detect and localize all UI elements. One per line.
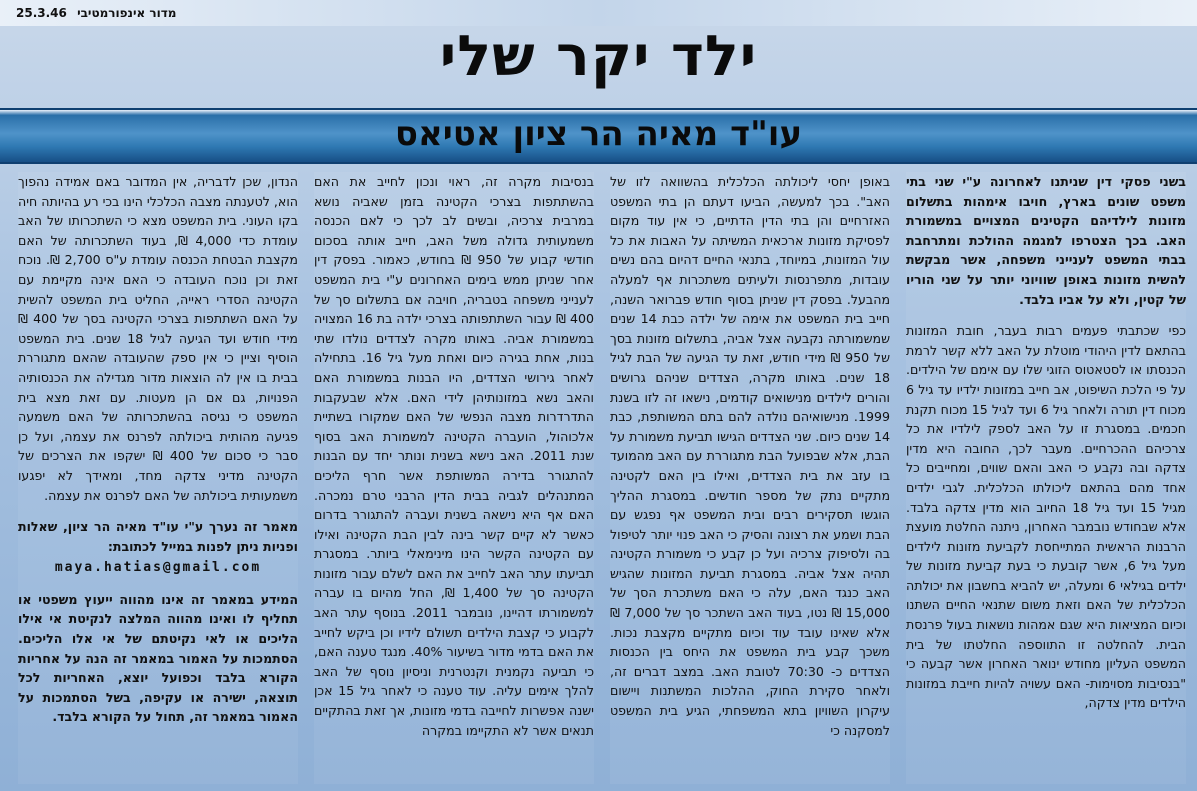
- column-2: [610, 172, 890, 784]
- issue-date: 25.3.46: [16, 6, 67, 20]
- contact-email[interactable]: maya.hatias@gmail.com: [54, 560, 262, 576]
- lead-paragraph: בשני פסקי דין שניתנו לאחרונה ע"י שני בתי משפט שונים בארץ, חויבו אימהות בתשלום מזונות לילדיהם הקטינים המצויים במשמורת האב. בכך הצטרפו למגמה ההולכת ומתרחבת בבתי המשפט לענייני משפחה, אשר מבקשת להשית מזונות באופן שוויוני יותר על שני הוריו של קטין, ולא על אביו בלבד.: [906, 174, 1186, 307]
- column-4: [18, 172, 298, 784]
- section-label: [10, 6, 176, 20]
- top-strip: [0, 0, 1197, 26]
- column-3-body: בנסיבות מקרה זה, ראוי ונכון לחייב את האם בהשתתפות בצרכי הקטינה בזמן שאביה נושא במרבית צרכיה, ובשים לב לכך כי לאם הכנסה משמעותית גדולה משל האב, חייב אותה בסכום חודשי קבוע של 950 ₪ בחודש, כאמור. בפסק דין אחר שניתן ממש בימים האחרונים ע"י בית המשפט לענייני משפחה בטבריה, חויבה אם בתשלום סך של 400 ₪ עבור השתתפותה בצרכי ילדה בת 16 המצויה במשמורת אביה. באותו מקרה לצדדים נולדו שתי בנות, אחת בגירה כיום ואחת מעל גיל 16. בתחילה לאחר גירושי הצדדים, היו הבנות במשמורת האם והאב נשא במזונותיהן לידי האם. אלא שבעקבות התדרדרות מצבה הנפשי של האם שמקורו בשתיית אלכוהול, הועברה הקטינה למשמורת האב בסוף שנת 2011. האב נישא בשנית ונותר יחד עם הבנות להתגורר בדירה המשותפת אשר חרף הליכים המתנהלים לגביה בבית הדין הרבני טרם נמכרה. האם אף היא נישאה בשנית ועברה להתגורר בדרום כאשר לא קיים קשר בינה לבין הבת הקטינה ואילו עם הקטינה הקשר הינו מינימאלי ביותר. במסגרת תביעתו עתר האב לחייב את האם לשלם עבור מזונות הקטינה סך של 1,400 ₪, החל מהיום בו עברה למשמורתו דהיינו, נובמבר 2011. בנוסף עתר האב לקבוע כי קצבת הילדים תשולם לידיו וכן ביקש לחייב את האם בדמי מדור בשיעור 40%. מנגד טענה האם, כי תביעה נקמנית וקנטרנית וניסיון נוסף של האב להלך אימים עליה. עוד טענה כי לאחר גיל 15 אכן ישנה אפשרות לחייבה בדמי מזונות, אך זאת בהתקיים תנאים אשר לא התקיימו במקרה: [314, 174, 594, 738]
- column-1: [906, 172, 1186, 784]
- article-title: ילד יקר שלי: [439, 24, 758, 89]
- column-4-body: הנדון, שכן לדבריה, אין המדובר באם אמידה נהפוך הוא, לטענתה מצבה הכלכלי הינו בכי רע בהיותה חיה בקו העוני. בית המשפט מצא כי השתכרותו של האב עומדת כדי 4,000 ₪, בעוד השתכרותה של האם מקצבת הבטחת הכנסה עומדת ע"ס 2,700 ₪. נוכח זאת וכן נוכח העובדה כי האם אינה מקיימת עם הקטינה הסדרי ראייה, החליט בית המשפט להשית על האם השתתפות בצרכי הקטינה בסך של 400 ₪ מידי חודש ועד הגיעה לגיל 18 שנים. בית המשפט הוסיף וציין כי אין ספק שהעובדה שהאם מתגוררת בבית בו אין לה הוצאות מדור מגדילה את הכנסותיה הפנויות, גם אם הן מעטות. עם זאת מצא בית המשפט כי נגיסה בהשתכרותה של האם משמעה פגיעה מהותית ביכולתה לפרנס את עצמה, ועל כן סבר כי סכום של 400 ₪ ישקפו את הצרכים של הקטינה מדיני צדקה מחד, ומאידך לא יפגעו משמעותית ביכולתה של האם לפרנס את עצמה.: [18, 174, 298, 503]
- article-columns: [10, 172, 1186, 784]
- article-author: עו"ד מאיה הר ציון אטיאס: [394, 114, 803, 154]
- column-1-body: כפי שכתבתי פעמים רבות בעבר, חובת המזונות בהתאם לדין היהודי מוטלת על האב ללא קשר לרמת הכנסתו או לסטאטוס הזוגי שלו עם אימם של הילדים. על פי הלכת השיפוט, אב חייב במזונות ילדיו עד גיל 6 מכוח דין תורה ולאחר גיל 6 ועד לגיל 15 מכוח תקנת חכמים. במסגרת זו על האב לספק לילדיו את כל צרכיהם ההכרחיים. מעבר לכך, החובה היא מדין צדקה ובה נקבע כי האב והאם שווים, ומחייבים כל אחד מהם בהתאם ליכולתו הכלכלית. לגבי ילדים מגיל 15 ועד גיל 18 החיוב הוא מדין צדקה בלבד. אלא שבחודש נובמבר האחרון, ניתנה החלטת מועצת הרבנות הראשית המתייחסת לקביעת מזונות לילדים מעל גיל 6, אשר קובעת כי בעת קביעת מזונות של ילדים בגילאי 6 ומעלה, יש להביא בחשבון את יכולתה הכלכלית של האם וזאת משום שתנאי החיים השתנו וכיום המציאות היא שגם אמהות נושאות בעול פרנסת הבית. להחלטה זו התווספה החלטתו של בית המשפט העליון מחודש ינואר האחרון אשר קבעה כי "בנסיבות מסוימות- האם עשויה להיות חייבת במזונות הילדים מדין צדקה,: [906, 323, 1186, 711]
- contact-intro: מאמר זה נערך ע"י עו"ד מאיה הר ציון, שאלות ופניות ניתן לפנות במייל לכתובת:: [18, 519, 298, 554]
- column-2-body: באופן יחסי ליכולתה הכלכלית בהשוואה לזו של האב". בכך למעשה, הביעו דעתם הן בתי המשפט האזרחיים והן בתי הדין הדתיים, כי אין עוד מקום לפסיקת מזונות ארכאית המשיתה על האבות את כל עול המזונות, במיוחד, בתנאי החיים דהיום בהם נשים עובדות, מתפרנסות ולעיתים משתכרות אף למעלה מהבעל. בפסק דין שניתן בסוף חודש פברואר השנה, חייב בית המשפט את אימה של ילדה כבת 14 שנים שמשמורתה נקבעה אצל אביה, בתשלום מזונות בסך של 950 ₪ מידי חודש, זאת עד הגיעה של הבת לגיל 18 שנים. באותו מקרה, הצדדים שניהם גרושים והורים לילדים מנישואים קודמים, נישאו זה לזו בשנת 1999. מנישואיהם נולדה להם בתם המשותפת, כבת 14 שנים כיום. שני הצדדים הגישו תביעת משמורת על הבת, אלא שבפועל הבת מתגוררת עם האב מהמועד בו עזב את בית הצדדים, ואילו בין האם לקטינה מתקיים נתק של מספר חודשים. במסגרת ההליך הוגשו תסקירים רבים ובית המשפט אף נפגש עם הבת ושמע את רצונה והסיק כי האב פנוי יותר לטיפול בה ולסיפוק צרכיה ועל כן קבע כי משמורת הקטינה תהיה אצל אביה. במסגרת תביעת המזונות שהגיש האב כנגד האם, עלה כי האם משתכרת הסך של 15,000 ₪ נטו, בעוד האב השתכר סך של 7,000 ₪ אלא שאינו עובד עוד וכיום מתקיים מקצבת נכות. משכך קבע בית המשפט את היחס בין הכנסות הצדדים כ- 70:30 לטובת האב. במצב דברים זה, ולאחר סקירת החוק, ההלכות המשתנות ויישום עיקרון השוויון בתא המשפחתי, הגיע בית המשפט למסקנה כי: [610, 174, 890, 738]
- column-3: [314, 172, 594, 784]
- section-name: מדור אינפורמטיבי: [77, 6, 177, 20]
- legal-disclaimer: המידע במאמר זה אינו מהווה ייעוץ משפטי או תחליף לו ואינו מהווה המלצה לנקיטת אי אילו הליכים או לאי נקיטתם של אי אלו הליכים. הסתמכות על האמור במאמר זה הנה על אחריות הקורא בלבד וכפועל יוצא, האחריות לכל תוצאה, ישירה או עקיפה, בשל הסתמכות על האמור במאמר זה, תחול על הקורא בלבד.: [18, 591, 298, 725]
